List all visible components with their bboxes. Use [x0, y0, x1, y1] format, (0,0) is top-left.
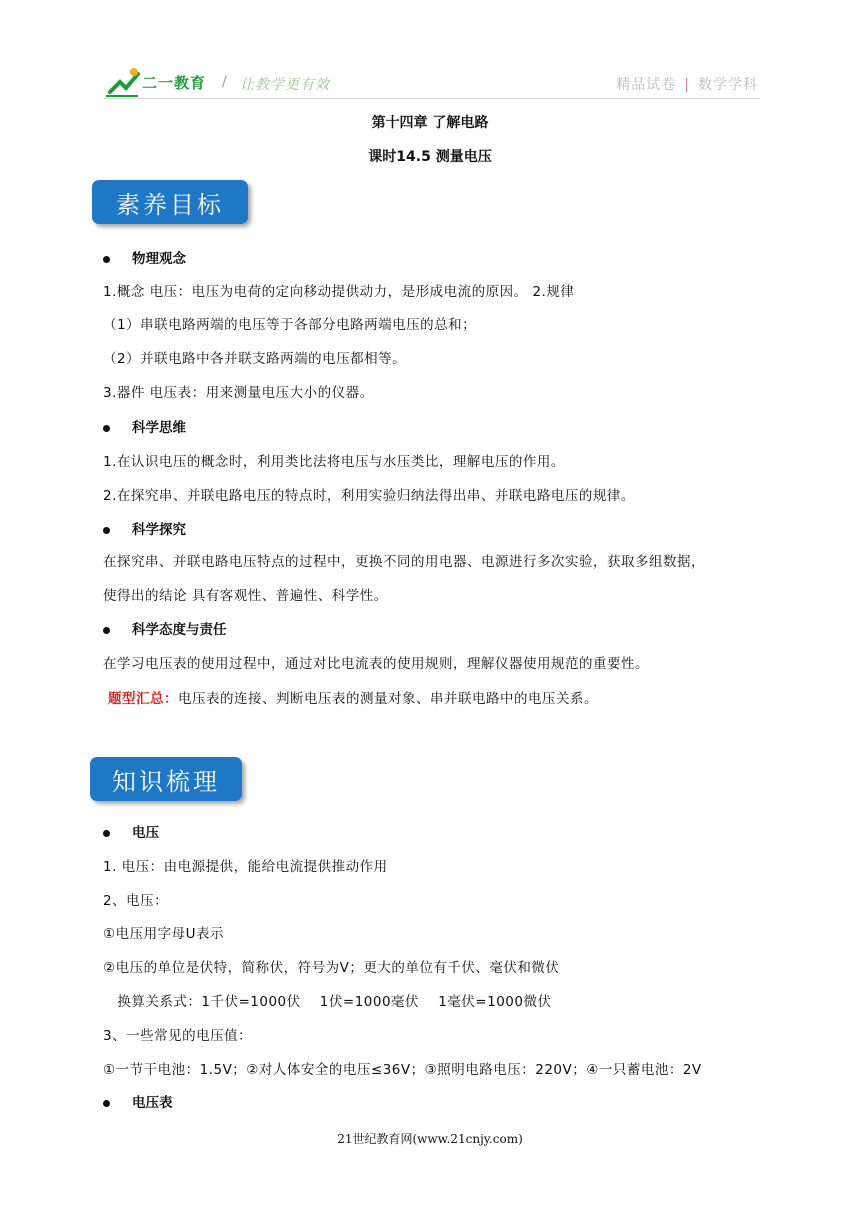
knowledge-line: 2、电压： — [103, 893, 169, 909]
summary-line — [108, 687, 598, 707]
goals-heading — [103, 247, 186, 267]
header-right — [616, 74, 758, 94]
summary-label: 题型汇总： — [108, 691, 178, 707]
goals-line: 2.在探究串、并联电路电压的特点时，利用实验归纳法得出串、并联电路电压的规律。 — [103, 488, 635, 504]
knowledge-heading — [103, 1091, 173, 1111]
goals-line: 1.在认识电压的概念时，利用类比法将电压与水压类比，理解电压的作用。 — [103, 454, 565, 470]
knowledge-heading — [103, 821, 159, 841]
header-divider — [104, 98, 760, 99]
knowledge-line: ②电压的单位是伏特，简称伏，符号为V；更大的单位有千伏、毫伏和微伏 — [103, 960, 560, 976]
goals-line: 在学习电压表的使用过程中，通过对比电流表的使用规则，理解仪器使用规范的重要性。 — [103, 656, 649, 672]
knowledge-line: ①一节干电池：1.5V；②对人体安全的电压≤36V；③照明电路电压：220V；④一只蓄电池：2V — [103, 1062, 702, 1078]
bullet-icon — [103, 627, 110, 634]
header-right-a: 精品试卷 — [616, 77, 677, 93]
goals-heading-text: 物理观念 — [132, 251, 186, 267]
bullet-icon — [103, 425, 110, 432]
goals-heading — [103, 618, 227, 638]
knowledge-line: 3、一些常见的电压值： — [103, 1028, 253, 1044]
header-slash: / — [222, 74, 227, 90]
bullet-icon — [103, 1100, 110, 1107]
header-slogan: 让教学更有效 — [240, 77, 330, 93]
section-banner-knowledge: 知识梳理 — [90, 757, 242, 801]
bullet-icon — [103, 256, 110, 263]
section-banner-goals: 素养目标 — [92, 180, 248, 224]
goals-heading-text: 科学态度与责任 — [132, 622, 227, 638]
goals-line: 使得出的结论 具有客观性、普遍性、科学性。 — [103, 588, 388, 604]
goals-line: （2）并联电路中各并联支路两端的电压都相等。 — [103, 351, 407, 367]
header-right-b: 数学学科 — [698, 77, 758, 93]
knowledge-heading-text: 电压表 — [132, 1095, 173, 1111]
summary-text: 电压表的连接、判断电压表的测量对象、串并联电路中的电压关系。 — [178, 691, 598, 707]
logo-text: 二一教育 — [142, 74, 207, 92]
goals-line: 1.概念 电压：电压为电荷的定向移动提供动力，是形成电流的原因。 2.规律 — [103, 284, 575, 300]
bullet-icon — [103, 527, 110, 534]
lesson-title: 课时14.5 测量电压 — [368, 149, 492, 165]
goals-heading-text: 科学思维 — [132, 420, 186, 436]
header-separator: | — [684, 77, 690, 93]
knowledge-line: 换算关系式：1千伏=1000伏 1伏=1000毫伏 1毫伏=1000微伏 — [103, 994, 552, 1010]
chapter-title: 第十四章 了解电路 — [371, 115, 489, 131]
goals-heading-text: 科学探究 — [132, 522, 186, 538]
goals-heading — [103, 518, 186, 538]
page-header — [0, 0, 860, 100]
goals-line: 3.器件 电压表：用来测量电压大小的仪器。 — [103, 385, 374, 401]
knowledge-line: 1. 电压：由电源提供，能给电流提供推动作用 — [103, 859, 388, 875]
goals-line: （1）串联电路两端的电压等于各部分电路两端电压的总和； — [103, 317, 477, 333]
bullet-icon — [103, 830, 110, 837]
knowledge-line: ①电压用字母U表示 — [103, 926, 224, 942]
goals-line: 在探究串、并联电路电压特点的过程中，更换不同的用电器、电源进行多次实验，获取多组数据， — [103, 554, 705, 570]
footer-text: 21世纪教育网(www.21cnjy.com) — [337, 1132, 523, 1146]
knowledge-heading-text: 电压 — [132, 825, 159, 841]
goals-heading — [103, 416, 186, 436]
